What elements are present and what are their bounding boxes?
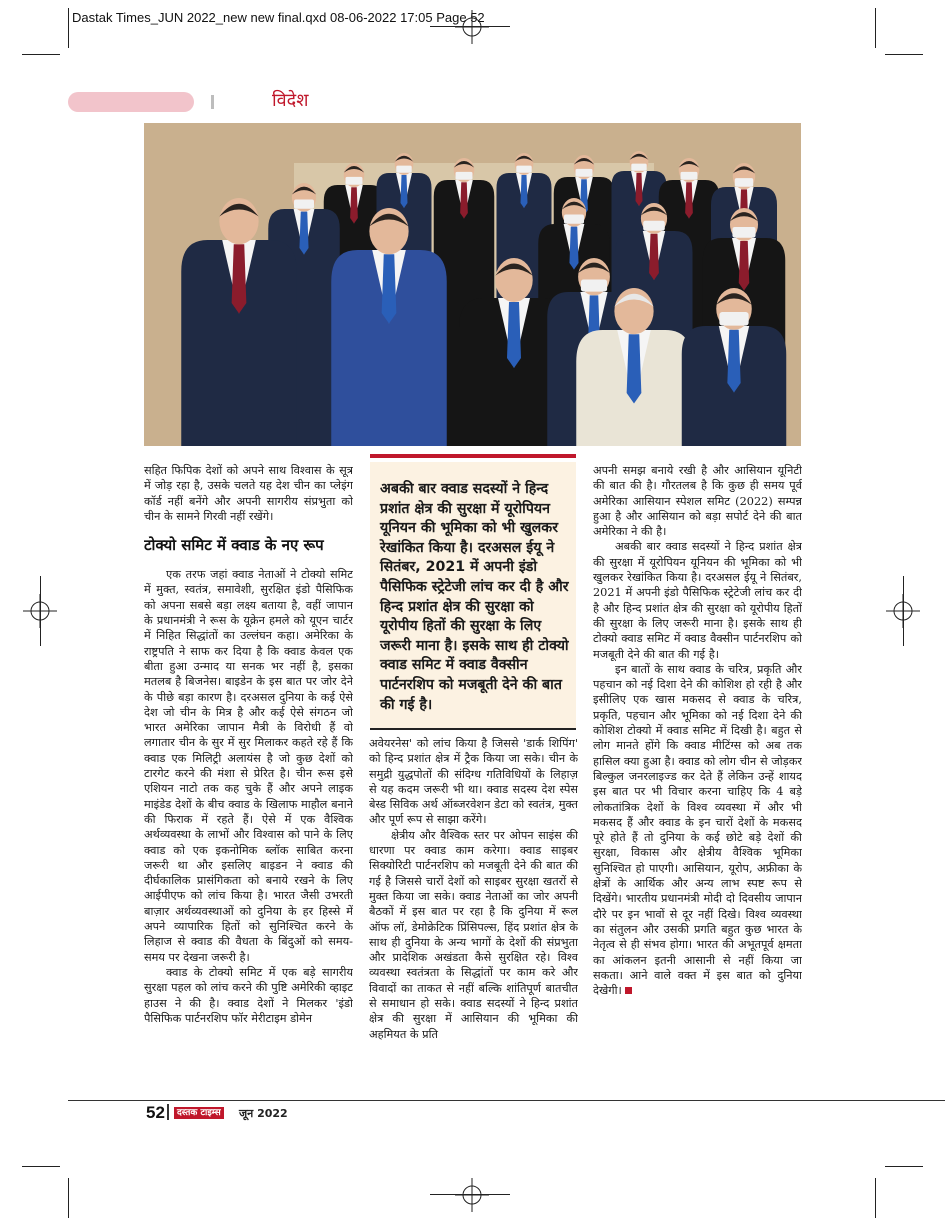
section-pill — [68, 92, 194, 112]
crop-mark — [68, 1178, 69, 1218]
article-column-3 — [593, 463, 802, 1095]
paragraph: अबकी बार क्वाड सदस्यों ने हिन्द प्रशांत क्षेत्र की सुरक्षा में यूरोपियन यूनियन की भूमिका को भी खुलकर रेखांकित किया है। दरअसल ईयू ने सितंबर, 2021 में अपनी इंडो पैसिफिक स्ट्रेटेजी लांच कर दी है और हिन्द प्रशांत क्षेत्र की सुरक्षा को यूरोपीय हितों की सुरक्षा के लिए जरूरी माना है। इसके साथ ही टोक्यो क्वाड समिट में क्वाड वैक्सीन पार्टनरशिप को मजबूती देने की बात की गई है। — [593, 540, 802, 661]
paragraph: क्वाड के टोक्यो समिट में एक बड़े सागरीय सुरक्षा पहल को लांच करने की पुष्टि अमेरिकी व्हाइट हाउस ने की है। क्वाड देशों ने मिलकर 'इंडो पैसिफिक पार्टनरशिप फॉर मेरीटाइम डोमेन — [144, 965, 353, 1025]
section-divider — [211, 95, 214, 109]
footer-divider — [167, 1104, 169, 1120]
registration-mark-icon — [455, 1178, 489, 1212]
article-column-2 — [369, 736, 578, 1095]
paragraph: अवेयरनेस' को लांच किया है जिससे 'डार्क शिपिंग' को हिन्द प्रशांत क्षेत्र में ट्रैक किया जा सके। चीन के समुद्री युद्धपोतों की संदिग्ध गतिविधियों के लिहाज़ से यह कदम जरूरी भी था। क्वाड सदस्य देश स्पेस बेस्ड सिविक अर्थ ऑब्जरवेशन डेटा को स्वतंत्र, मुक्त और पूर्ण रूप से साझा करेंगे। — [369, 737, 578, 827]
paragraph: क्षेत्रीय और वैश्विक स्तर पर ओपन साइंस की धारणा पर क्वाड काम करेगा। क्वाड साइबर सिक्योरिटी पार्टनरशिप को मजबूती देने की बात की गई है जिससे चारों देशों को साइबर सुरक्षा खतरों से मुक्त किया जा सके। क्वाड नेताओं का जोर अपनी बैठकों में इस बात पर रहा है कि दुनिया में रूल ऑफ लॉ, डेमोक्रेटिक प्रिंसिपल्स, हिंद प्रशांत क्षेत्र के साथ ही दुनिया के अन्य भागों के देशों की संप्रभुता और प्रादेशिक अखंडता कैसे सुरक्षित रहे। विश्व व्यवस्था स्वतंत्रता के सिद्धांतों पर काम करे और विवादों का ताकत से नहीं बल्कि शांतिपूर्ण बातचीत से समाधान हो सके। क्वाड सदस्यों ने हिन्द प्रशांत क्षेत्र की सुरक्षा में आसियान की भूमिका की अहमियत के प्रति — [369, 828, 578, 1041]
crop-mark — [875, 8, 876, 48]
issue-date: जून 2022 — [239, 1107, 288, 1120]
paragraph: सहित फिपिक देशों को अपने साथ विश्वास के सूत्र में जोड़ रहा है, उसके चलते यह देश चीन का प्लेइंग कॉर्ड नहीं बनेंगे और अपनी सागरीय संप्रभुता को चीन के सामने गिरवी नहीं रखेंगे। — [144, 464, 353, 523]
pull-quote-background — [370, 462, 576, 728]
slug-line: Dastak Times_JUN 2022_new new final.qxd 08-06-2022 17:05 Page 52 — [72, 10, 485, 25]
footer-rule — [68, 1100, 945, 1101]
pull-quote-box — [370, 454, 576, 730]
leaders-group-photo — [144, 123, 801, 446]
crop-mark — [885, 1166, 923, 1167]
crop-mark — [22, 1166, 60, 1167]
end-of-article-mark-icon — [625, 987, 632, 994]
registration-mark-icon — [23, 594, 57, 628]
pull-quote-text: अबकी बार क्वाड सदस्यों ने हिन्द प्रशांत क्षेत्र की सुरक्षा में यूरोपियन यूनियन की भूमिका को भी खुलकर रेखांकित किया है। दरअसल ईयू ने सितंबर, 2021 में अपनी इंडो पैसिफिक स्ट्रेटेजी लांच कर दी है और हिन्द प्रशांत क्षेत्र की सुरक्षा को यूरोपीय हितों की सुरक्षा के लिए जरूरी माना है। इसके साथ ही टोक्यो क्वाड समिट में क्वाड वैक्सीन पार्टनरशिप को मजबूती देने की बात की गई है। — [380, 481, 569, 713]
subheading: टोक्यो समिट में क्वाड के नए रूप — [144, 536, 324, 555]
paragraph — [593, 662, 802, 999]
section-title: विदेश — [272, 90, 309, 111]
paragraph: एक तरफ जहां क्वाड नेताओं ने टोक्यो समिट में मुक्त, स्वतंत्र, समावेशी, सुरक्षित इंडो पैसिफिक को अपना सबसे बड़ा लक्ष्य बताया है, वहीं जापान के प्रधानमंत्री ने रूस के यूक्रेन हमले को यूएन चार्टर में निहित सिद्धांतों का उल्लंघन कहा। अमेरिका के राष्ट्रपति ने साफ कर दिया है कि क्वाड केवल एक बीता हुआ उन्माद या सनक भर नहीं है, इसका मतलब है बिजनेस। बाइडेन के इस बात पर जोर देने के पीछे बड़ा कारण है। दरअसल दुनिया के कई ऐसे देश जो चीन के मित्र है और कई ऐसे संगठन जो भारत अमेरिका जापान मैत्री के विरोधी हैं वो लगातार चीन के सुर में सुर मिलाकर कहते रहे हैं कि क्वाड एक मिलिट्री अलायंस है जो कुछ देशों को टारगेट करने की मंशा से प्रेरित है। चीन रूस इसे एशियन नाटो तक कह चुके हैं और अपने लाइक माइंडेड देशों के बीच क्वाड के खिलाफ माहौल बनाने की फिराक में रहते हैं। ऐसे में एक वैश्विक अर्थव्यवस्था के लाभों और विश्वास को पाने के लिए क्वाड को एक इकनोमिक ब्लॉक साबित करना जरूरी था और इसलिए बाइडन ने क्वाड की दीर्घकालिक प्रासंगिकता को बनाये रखने के लिए आईपीएफ को लांच किया है। भारत जैसी उभरती बाज़ार अर्थव्यवस्थाओं को दुनिया के हर हिस्से में अपने व्यापारिक हितों को सुनिश्चित करने के लिहाज से क्वाड की वैधता के बिंदुओं को समय-समय पर देखना जरूरी है। — [144, 568, 353, 964]
article-column-1 — [144, 463, 353, 1095]
crop-mark — [885, 54, 923, 55]
registration-mark-icon — [455, 10, 489, 44]
paragraph: अपनी समझ बनाये रखी है और आसियान यूनिटी की बात की है। गौरतलब है कि कुछ ही समय पूर्व अमेरिका आसियान स्पेशल समिट (2022) सम्पन्न हुआ है और आसियान को बड़ा सपोर्ट देने की बात अमेरिका ने की है। — [593, 464, 802, 539]
crop-mark — [875, 1178, 876, 1218]
page-number: 52 — [146, 1103, 165, 1122]
magazine-logo: दस्तक टाइम्स — [174, 1107, 224, 1119]
paragraph-text: इन बातों के साथ क्वाड के चरित्र, प्रकृति और पहचान को नई दिशा देने की कोशिश हो रही है और इसीलिए एक खास मकसद से क्वाड के चरित्र, प्रकृति, पहचान और भूमिका को नई दिशा देने की कोशिश टोक्यो में क्वाड समिट में दिखी है। बहुत से लोग मानते होंगे कि क्वाड मीटिंग्स को अब तक हासिल क्या हुआ है। क्वाड को लोग चीन से जोड़कर बिल्कुल जनरलाइज्ड कर देते हैं लेकिन उन्हें शायद इस बात पर भी विचार करना चाहिए कि 4 बड़े लोकतांत्रिक देशों के विश्व व्यवस्था में और भी मकसद हैं और क्वाड के इन चारों देशों के मकसद पूरे होते हैं तो दुनिया के कई छोटे बड़े देशों की सुरक्षा, विकास और क्षेत्रीय वैश्विक भूमिका सुनिश्चित हो पाएगी। आसियान, यूरोप, अफ्रीका के क्षेत्रों के आर्थिक और अन्य लाभ स्पष्ट रूप से दिखेंगे। भारतीय प्रधानमंत्री मोदी दो दिवसीय जापान दौरे पर इन भावों से दूर नहीं दिखे। विश्व व्यवस्था का संतुलन और उसकी प्रगति बहुत कुछ भारत के नेतृत्व से ही संभव होगा। भारत की अभूतपूर्व क्षमता का आंकलन इतनी आसानी से नहीं किया जा सकता। आने वाले वक्त में इस बात को दुनिया देखेगी। — [593, 662, 802, 998]
registration-mark-icon — [886, 594, 920, 628]
crop-mark — [22, 54, 60, 55]
crop-mark — [68, 8, 69, 48]
